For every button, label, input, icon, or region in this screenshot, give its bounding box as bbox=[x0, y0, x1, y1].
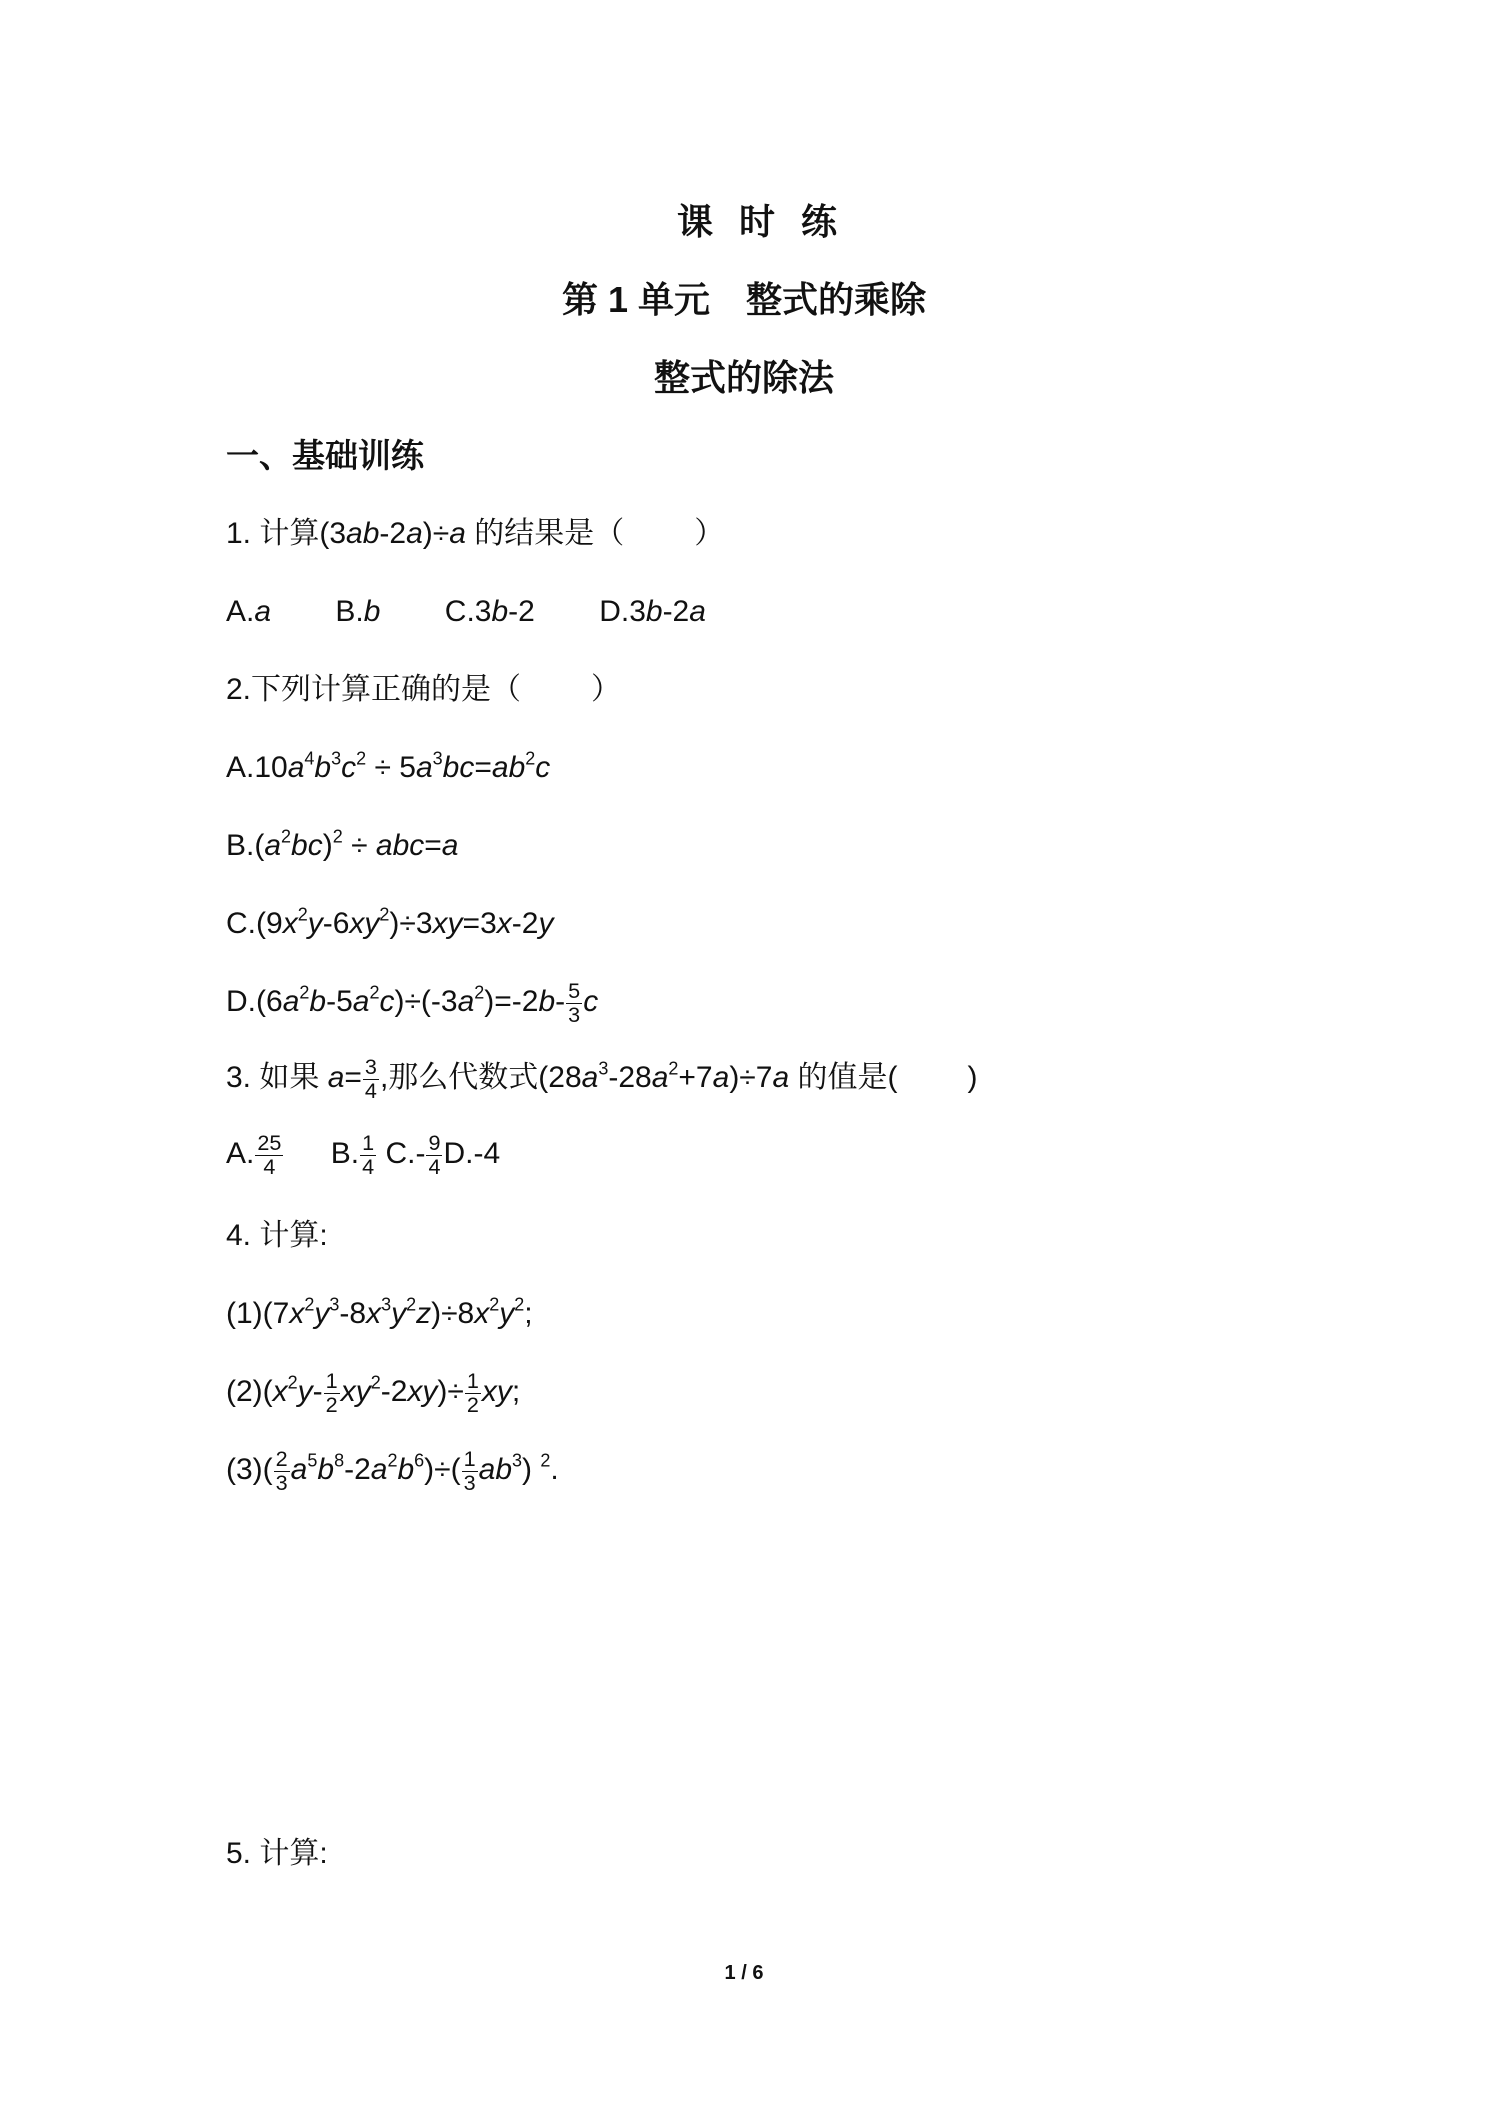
question-4: 4. 计算: bbox=[226, 1219, 328, 1252]
fraction: $\frac{3}{4}$ bbox=[364, 1054, 377, 1103]
unit-title: 第 1 单元 整式的乘除 bbox=[561, 279, 927, 320]
question-3-options bbox=[226, 1132, 500, 1178]
section-heading: 一、基础训练 bbox=[226, 437, 424, 474]
q1-option-a: A.a bbox=[226, 595, 272, 628]
question-2: 2.下列计算正确的是（ ） bbox=[226, 673, 622, 706]
q3-option-c: C.- $\frac{9}{4}$ bbox=[385, 1130, 441, 1179]
q1-option-b: B.b bbox=[335, 595, 381, 628]
q2-option-d: $D.(6a^2b-5a^2c)\div(-3a^2)=-2b-$ $\frac{5}{3}$ c bbox=[226, 978, 599, 1027]
question-1-options bbox=[226, 594, 706, 630]
question-1: 1. 计算(3ab-2a)÷a 的结果是（ ） bbox=[226, 517, 725, 550]
q1-option-d: D.3b-2a bbox=[599, 595, 706, 628]
q2-option-b: $B.(a^2bc)^2 \div abc=a$ bbox=[226, 826, 459, 862]
lesson-title: 整式的除法 bbox=[653, 357, 834, 398]
q2-option-c: $C.(9x^2y-6xy^2)\div 3xy=3x-2y$ bbox=[226, 904, 554, 940]
q4-part-2: $(2)(x^2y-$ $\frac{1}{2}$ $xy^2-2xy)\div$ $\frac{1}{2}$ xy; bbox=[226, 1368, 521, 1417]
page-title: 课时练 bbox=[676, 201, 863, 242]
question-3: 3. 如果 a= $\frac{3}{4}$ ,那么代数式$(28a^3-28a^2+7a)\div 7a$ 的值是( ) bbox=[226, 1054, 978, 1103]
q2-option-a: $A.10a^4b^3c^2 \div 5a^3bc=ab^2c$ bbox=[226, 748, 551, 784]
q4-part-1: $(1)(7x^2y^3-8x^3y^2z)\div 8x^2y^2$; bbox=[226, 1294, 533, 1330]
q1-option-c: C.3b-2 bbox=[444, 595, 535, 628]
q3-option-a: A. $\frac{25}{4}$ bbox=[226, 1130, 282, 1179]
fraction: $\frac{5}{3}$ bbox=[568, 978, 581, 1027]
q4-part-3: (3)( $\frac{2}{3}$ $a^5b^8-2a^2b^6)\div$( $\frac{1}{3}$ $ab^3$) $^2$. bbox=[226, 1446, 559, 1495]
q3-option-b: B. $\frac{1}{4}$ bbox=[330, 1130, 375, 1179]
question-5: 5. 计算: bbox=[226, 1837, 328, 1870]
q3-option-d: D.-4 bbox=[443, 1137, 501, 1171]
page-number: 1 / 6 bbox=[724, 1962, 764, 1984]
